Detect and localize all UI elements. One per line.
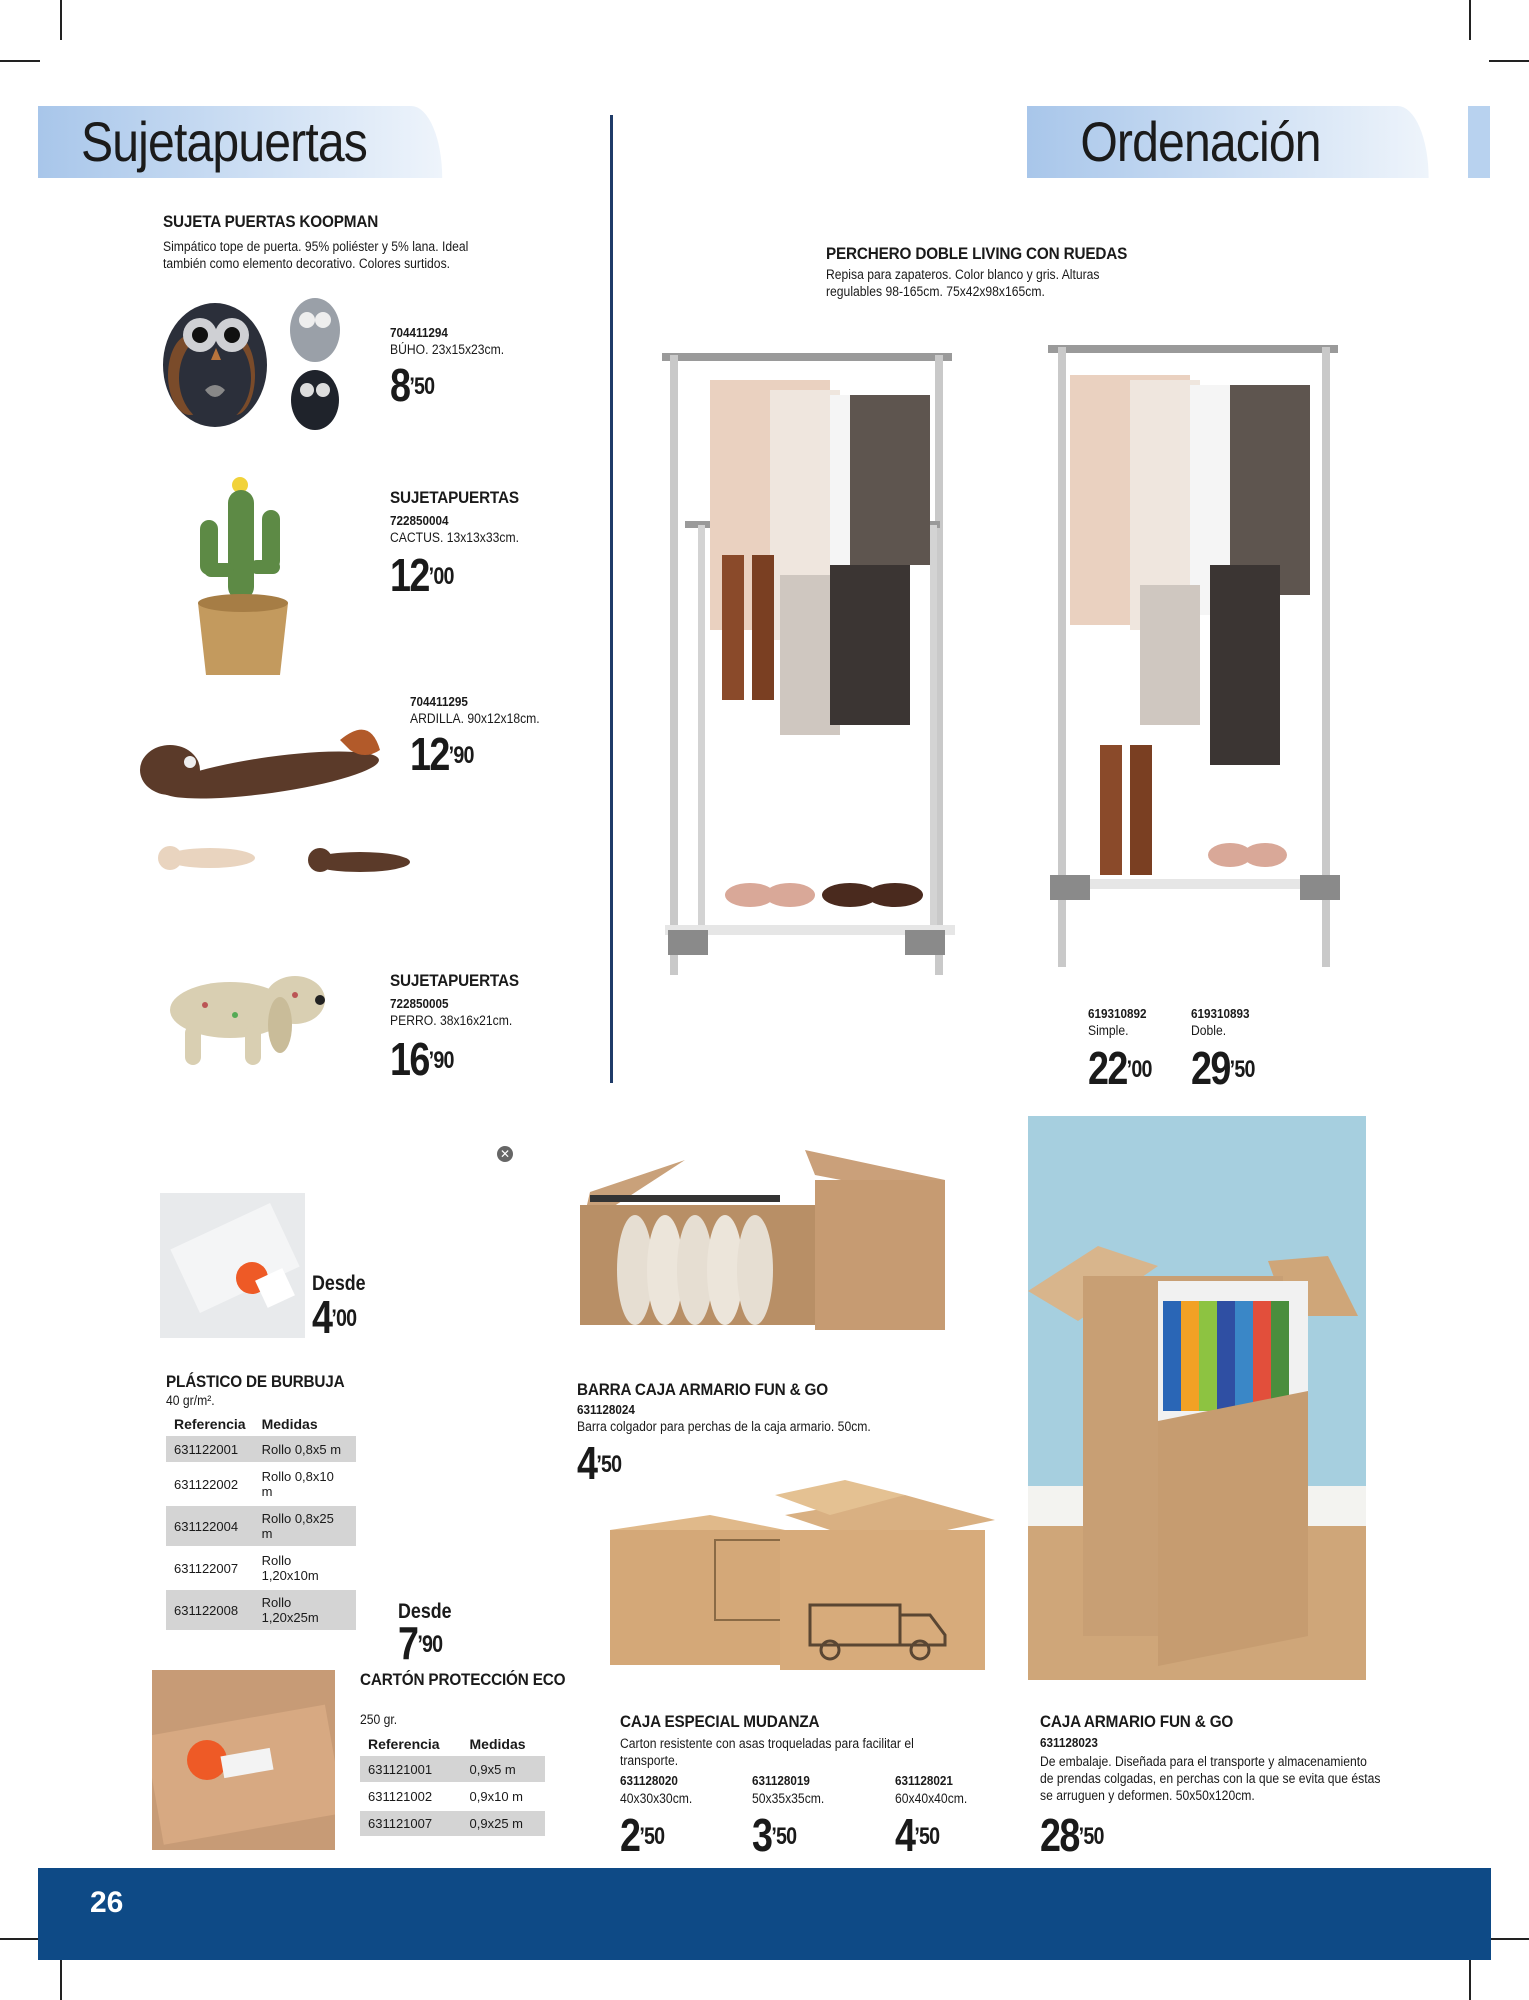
table-row: 631122007 Rollo 1,20x10m <box>166 1547 356 1589</box>
dog-doorstop-image <box>145 960 345 1075</box>
product-size: 60x40x40cm. <box>895 1791 968 1806</box>
wardrobe-box-image <box>1028 1116 1366 1680</box>
product-size: 40x30x30cm. <box>620 1791 693 1806</box>
product-description: De embalaje. Diseñada para el transporte y almacenamiento de prendas colgadas, en perchas con la que se evita que éstas se arruguen y deformen. 50x50x120cm. <box>1040 1754 1381 1803</box>
product-price: $8^{’50}$ <box>390 359 435 411</box>
product-title: BARRA CAJA ARMARIO FUN & GO <box>577 1380 828 1399</box>
product-subtitle: 250 gr. <box>360 1712 398 1727</box>
product-price: $4^{’50}$ <box>577 1437 622 1489</box>
product-description: Repisa para zapateros. Color blanco y gris. Alturas regulables 98-165cm. 75x42x98x165cm. <box>826 267 1100 299</box>
product-price: $22^{’00}$ <box>1088 1042 1152 1094</box>
crop-mark <box>1489 60 1529 62</box>
close-circle-icon[interactable]: ✕ <box>497 1146 513 1162</box>
product-ref: 631128020 <box>620 1773 678 1788</box>
page-number: 26 <box>90 1886 124 1919</box>
product-ref: 704411295 <box>410 694 468 709</box>
product-price: $4^{’50}$ <box>895 1809 940 1861</box>
table-row: 631122008 Rollo 1,20x25m <box>166 1589 356 1631</box>
product-ref: 631128021 <box>895 1773 953 1788</box>
table-row: 631121001 0,9x5 m <box>360 1756 545 1783</box>
product-price: $3^{’50}$ <box>752 1809 797 1861</box>
product-price: $12^{’90}$ <box>410 728 474 780</box>
price-from-label: Desde <box>398 1600 452 1623</box>
product-title: SUJETA PUERTAS KOOPMAN <box>163 212 379 231</box>
product-size: 50x35x35cm. <box>752 1791 825 1806</box>
product-price: $28^{’50}$ <box>1040 1809 1104 1861</box>
crop-mark <box>0 60 40 62</box>
crop-mark <box>1469 0 1471 40</box>
crop-mark <box>1469 1960 1471 2000</box>
bubble-wrap-image <box>160 1193 305 1338</box>
col-referencia: Referencia <box>174 1416 246 1432</box>
crop-mark <box>60 0 62 40</box>
col-referencia: Referencia <box>368 1736 440 1752</box>
product-description: Simpático tope de puerta. 95% poliéster y 5% lana. Ideal también como elemento decorativo. Colores surtidos. <box>163 239 469 271</box>
product-title: SUJETAPUERTAS <box>390 488 519 507</box>
product-ref: 722850004 <box>390 513 449 528</box>
column-divider <box>610 115 613 1083</box>
clothes-rack-image <box>650 335 1370 1015</box>
product-description: Carton resistente con asas troqueladas para facilitar el transporte. <box>620 1736 914 1768</box>
product-subtitle: 40 gr/m². <box>166 1393 215 1408</box>
cardboard-spec-table <box>360 1732 545 1838</box>
owl-doorstop-image <box>150 290 350 440</box>
product-ref: 722850005 <box>390 996 449 1011</box>
product-price: $4^{’00}$ <box>312 1291 357 1343</box>
product-price: $29^{’50}$ <box>1191 1042 1255 1094</box>
product-ref: 631128019 <box>752 1773 810 1788</box>
product-title: CAJA ARMARIO FUN & GO <box>1040 1712 1234 1731</box>
col-medidas: Medidas <box>469 1736 526 1752</box>
product-size: PERRO. 38x16x21cm. <box>390 1013 513 1028</box>
table-row: 631121007 0,9x25 m <box>360 1810 545 1837</box>
product-ref: 619310893 <box>1191 1006 1250 1021</box>
product-price: $12^{’00}$ <box>390 549 454 601</box>
section-tab <box>1468 106 1490 178</box>
product-ref: 704411294 <box>390 325 448 340</box>
product-variant: Simple. <box>1088 1023 1129 1038</box>
col-medidas: Medidas <box>261 1416 318 1432</box>
price-from-label: Desde <box>312 1272 366 1295</box>
product-title: CAJA ESPECIAL MUDANZA <box>620 1712 820 1731</box>
product-ref: 631128023 <box>1040 1735 1098 1750</box>
table-row: 631121002 0,9x10 m <box>360 1783 545 1810</box>
section-header-ordenacion: Ordenación <box>1027 106 1429 178</box>
cardboard-roll-image <box>152 1670 335 1850</box>
squirrel-doorstop-image <box>130 710 420 900</box>
product-title: CARTÓN PROTECCIÓN ECO <box>360 1670 566 1689</box>
product-size: ARDILLA. 90x12x18cm. <box>410 711 540 726</box>
product-ref: 631128024 <box>577 1402 635 1417</box>
table-row: 631122001 Rollo 0,8x5 m <box>166 1436 356 1463</box>
product-price: $2^{’50}$ <box>620 1809 665 1861</box>
product-variant: Doble. <box>1191 1023 1227 1038</box>
table-row: 631122002 Rollo 0,8x10 m <box>166 1463 356 1505</box>
page-footer <box>38 1868 1491 1960</box>
product-size: BÚHO. 23x15x23cm. <box>390 342 505 357</box>
wardrobe-bar-box-image <box>495 1140 945 1330</box>
section-header-sujetapuertas: Sujetapuertas <box>38 106 442 178</box>
table-row: 631122004 Rollo 0,8x25 m <box>166 1505 356 1547</box>
crop-mark <box>1489 1938 1529 1940</box>
product-title: SUJETAPUERTAS <box>390 971 519 990</box>
product-title: PLÁSTICO DE BURBUJA <box>166 1372 345 1391</box>
product-ref: 619310892 <box>1088 1006 1147 1021</box>
cactus-doorstop-image <box>190 475 310 680</box>
bubble-wrap-spec-table <box>166 1412 356 1632</box>
moving-boxes-image <box>605 1475 1005 1670</box>
product-description: Barra colgador para perchas de la caja armario. 50cm. <box>577 1419 871 1434</box>
product-title: PERCHERO DOBLE LIVING CON RUEDAS <box>826 244 1128 263</box>
product-price: $16^{’90}$ <box>390 1033 454 1085</box>
crop-mark <box>0 1938 40 1940</box>
crop-mark <box>60 1960 62 2000</box>
product-size: CACTUS. 13x13x33cm. <box>390 530 519 545</box>
product-price: $7^{’90}$ <box>398 1617 443 1669</box>
